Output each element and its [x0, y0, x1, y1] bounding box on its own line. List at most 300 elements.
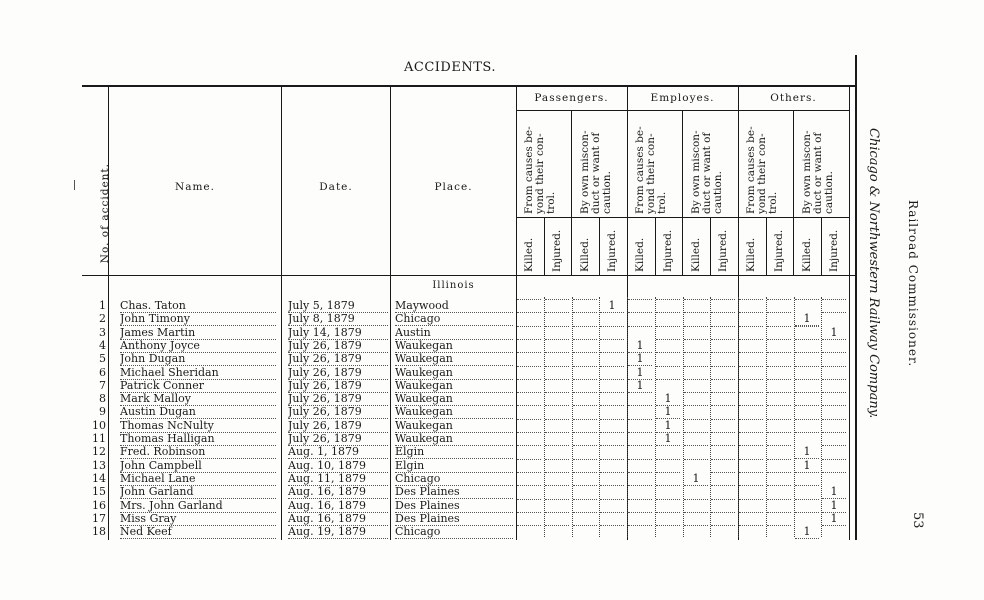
count-cell [795, 472, 819, 473]
count-cell [545, 485, 569, 486]
table-row [82, 326, 856, 339]
page-number: 53 [910, 512, 925, 529]
count-cell [684, 525, 708, 526]
count-cell [545, 392, 569, 393]
count-cell [767, 312, 791, 313]
count-cell [573, 499, 597, 500]
count-cell [517, 379, 541, 380]
count-cell [684, 485, 708, 486]
header-name: Name. [175, 181, 215, 193]
count-cell [739, 366, 763, 367]
table-row [82, 445, 856, 458]
count-cell [600, 326, 624, 327]
accident-date: Aug. 19, 1879 [288, 525, 388, 539]
victim-name: Anthony Joyce [120, 339, 276, 353]
table-row [82, 419, 856, 432]
count-cell: 1 [822, 326, 846, 340]
count-cell [656, 512, 680, 513]
count-cell [573, 459, 597, 460]
count-cell [545, 339, 569, 340]
accident-number: 5 [99, 352, 106, 366]
header-injured-2-1: Injured. [772, 229, 785, 272]
group-mid-rule [682, 110, 683, 275]
count-cell [628, 312, 652, 313]
accident-number: 3 [99, 325, 106, 339]
table-row [82, 312, 856, 325]
count-cell [739, 459, 763, 460]
header-injured-1-1: Injured. [661, 229, 674, 272]
accident-number: 15 [92, 485, 106, 499]
count-cell [822, 419, 846, 420]
accident-place: Waukegan [395, 366, 513, 380]
count-cell [517, 366, 541, 367]
count-cell [545, 472, 569, 473]
victim-name: Ned Keef [120, 525, 276, 539]
accident-number: 12 [92, 445, 106, 459]
accident-number: 13 [92, 458, 106, 472]
group-mid-rule [571, 110, 572, 275]
count-cell [573, 419, 597, 420]
count-cell [517, 419, 541, 420]
count-cell [628, 405, 652, 406]
count-cell [545, 379, 569, 380]
table-row [82, 366, 856, 379]
victim-name: Austin Dugan [120, 405, 276, 419]
count-cell [517, 299, 541, 300]
table-row [82, 525, 856, 538]
killed-injured-rule [766, 217, 767, 275]
count-cell [684, 352, 708, 353]
count-cell: 1 [656, 392, 680, 406]
count-cell [600, 445, 624, 446]
count-cell [795, 326, 819, 327]
count-cell [684, 379, 708, 380]
count-cell [656, 445, 680, 446]
accident-number: 1 [99, 299, 106, 312]
count-cell [628, 485, 652, 486]
header-cause-beyond-0: From causes be- yond their con- trol. [523, 126, 557, 214]
count-cell: 1 [822, 485, 846, 499]
count-cell [711, 339, 735, 340]
header-killed-0-0: Killed. [523, 237, 535, 272]
accident-date: July 5, 1879 [288, 299, 388, 313]
count-cell [684, 459, 708, 460]
count-cell [545, 352, 569, 353]
count-cell: 1 [628, 352, 652, 366]
accident-number: 8 [99, 392, 106, 406]
header-cause-own-1: By own miscon- duct or want of caution. [690, 130, 724, 214]
count-cell [795, 392, 819, 393]
count-cell [545, 299, 569, 300]
count-cell: 1 [795, 445, 819, 459]
count-cell [600, 472, 624, 473]
accident-number: 6 [99, 365, 106, 379]
count-cell [573, 299, 597, 300]
count-cell [573, 392, 597, 393]
count-cell [767, 379, 791, 380]
accident-date: Aug. 16, 1879 [288, 512, 388, 526]
header-cause-beyond-2: From causes be- yond their con- trol. [745, 126, 779, 214]
header-injured-0-1: Injured. [550, 229, 563, 272]
table-row [82, 485, 856, 498]
count-cell [767, 512, 791, 513]
count-cell: 1 [795, 312, 819, 326]
accident-date: July 26, 1879 [288, 366, 388, 380]
count-cell [573, 525, 597, 526]
count-cell [545, 326, 569, 327]
header-cause-own-0: By own miscon- duct or want of caution. [579, 130, 613, 214]
table-top-rule [82, 85, 856, 87]
count-cell [517, 352, 541, 353]
count-cell [656, 299, 680, 300]
count-cell [517, 445, 541, 446]
accident-place: Waukegan [395, 339, 513, 353]
count-cell [600, 339, 624, 340]
victim-name: John Timony [120, 312, 276, 326]
count-cell [767, 405, 791, 406]
accident-number: 10 [92, 418, 106, 432]
table-row [82, 392, 856, 405]
count-cell [517, 432, 541, 433]
count-cell [822, 525, 846, 526]
count-cell: 1 [795, 525, 819, 539]
killed-injured-rule [821, 217, 822, 275]
count-cell [517, 392, 541, 393]
table-row [82, 352, 856, 365]
table-row [82, 379, 856, 392]
margin-mark [74, 180, 77, 190]
accident-place: Chicago [395, 312, 513, 326]
count-cell [573, 366, 597, 367]
accident-number: 16 [92, 498, 106, 512]
count-cell [628, 459, 652, 460]
accident-date: Aug. 1, 1879 [288, 445, 388, 459]
count-cell [767, 485, 791, 486]
count-cell [822, 445, 846, 446]
count-cell [517, 512, 541, 513]
count-cell [711, 459, 735, 460]
page-title: ACCIDENTS. [404, 60, 496, 75]
count-cell [739, 472, 763, 473]
accident-date: July 26, 1879 [288, 419, 388, 433]
count-cell [573, 339, 597, 340]
count-cell [573, 379, 597, 380]
accident-number: 17 [92, 511, 106, 525]
count-cell [739, 326, 763, 327]
header-cause-beyond-1: From causes be- yond their con- trol. [634, 126, 668, 214]
count-cell [628, 525, 652, 526]
count-cell [600, 525, 624, 526]
table-row [82, 472, 856, 485]
count-cell [795, 499, 819, 500]
accident-place: Maywood [395, 299, 513, 313]
accident-date: July 26, 1879 [288, 405, 388, 419]
table-row [82, 405, 856, 418]
header-injured-0-3: Injured. [606, 229, 619, 272]
count-cell [684, 312, 708, 313]
count-cell [517, 499, 541, 500]
count-cell [600, 485, 624, 486]
group-employes: Employes. [650, 92, 715, 104]
accident-date: July 26, 1879 [288, 339, 388, 353]
count-cell [795, 512, 819, 513]
accident-number: 7 [99, 378, 106, 392]
accident-place: Austin [395, 326, 513, 340]
count-cell [711, 392, 735, 393]
count-cell [517, 405, 541, 406]
count-cell [684, 299, 708, 300]
table-row [82, 339, 856, 352]
count-cell [739, 419, 763, 420]
table-row [82, 432, 856, 445]
accident-date: July 26, 1879 [288, 392, 388, 406]
group-others: Others. [770, 92, 817, 104]
count-cell [767, 392, 791, 393]
count-cell: 1 [628, 366, 652, 380]
count-cell [573, 352, 597, 353]
accident-place: Des Plaines [395, 499, 513, 513]
count-cell [739, 432, 763, 433]
count-cell [573, 312, 597, 313]
accident-place: Des Plaines [395, 512, 513, 526]
accident-date: July 26, 1879 [288, 379, 388, 393]
victim-name: John Dugan [120, 352, 276, 366]
count-cell: 1 [822, 499, 846, 513]
count-cell [822, 339, 846, 340]
table-row [82, 299, 856, 312]
report-title: Railroad Commissioner. [906, 200, 920, 368]
count-cell [600, 405, 624, 406]
count-cell [628, 432, 652, 433]
header-killed-2-0: Killed. [745, 237, 757, 272]
count-cell [656, 525, 680, 526]
count-cell [517, 525, 541, 526]
count-cell [656, 352, 680, 353]
count-cell [545, 405, 569, 406]
count-cell [628, 499, 652, 500]
count-cell [573, 512, 597, 513]
count-cell [795, 366, 819, 367]
accident-place: Waukegan [395, 419, 513, 433]
count-cell [767, 299, 791, 300]
accident-place: Waukegan [395, 352, 513, 366]
count-cell [656, 326, 680, 327]
count-cell [767, 352, 791, 353]
count-cell [767, 339, 791, 340]
count-cell [711, 512, 735, 513]
count-cell: 1 [822, 512, 846, 526]
count-cell [795, 432, 819, 433]
count-cell [684, 499, 708, 500]
count-cell [795, 339, 819, 340]
header-injured-1-3: Injured. [717, 229, 730, 272]
count-cell [739, 392, 763, 393]
count-cell [795, 405, 819, 406]
accident-place: Waukegan [395, 405, 513, 419]
accident-number: 11 [92, 432, 106, 445]
victim-name: Mrs. John Garland [120, 499, 276, 513]
count-cell [822, 352, 846, 353]
header-cause-own-2: By own miscon- duct or want of caution. [801, 130, 835, 214]
count-cell [600, 499, 624, 500]
count-cell: 1 [628, 339, 652, 353]
accident-number: 2 [99, 312, 106, 326]
header-no-label: No. of accident. [99, 163, 111, 264]
count-cell [684, 392, 708, 393]
count-cell [656, 312, 680, 313]
accident-number: 14 [92, 471, 106, 485]
header-bottom-rule [82, 275, 856, 276]
count-cell [767, 419, 791, 420]
accident-date: July 14, 1879 [288, 326, 388, 340]
count-cell [711, 379, 735, 380]
header-killed-1-0: Killed. [634, 237, 646, 272]
accident-place: Waukegan [395, 392, 513, 406]
count-cell [822, 312, 846, 313]
count-cell [656, 366, 680, 367]
count-cell [822, 405, 846, 406]
count-cell [739, 485, 763, 486]
count-cell [739, 352, 763, 353]
count-cell [795, 485, 819, 486]
count-cell [795, 299, 819, 300]
count-cell [795, 419, 819, 420]
victim-name: Michael Lane [120, 472, 276, 486]
accident-place: Chicago [395, 472, 513, 486]
count-cell [573, 432, 597, 433]
count-cell [600, 459, 624, 460]
count-cell [767, 472, 791, 473]
count-cell [656, 472, 680, 473]
count-cell: 1 [656, 405, 680, 419]
count-cell [795, 379, 819, 380]
table-row [82, 512, 856, 525]
count-cell [517, 326, 541, 327]
accidents-table [82, 85, 856, 540]
victim-name: Miss Gray [120, 512, 276, 526]
accident-date: July 26, 1879 [288, 432, 388, 446]
count-cell [767, 499, 791, 500]
count-cell [767, 445, 791, 446]
accident-place: Chicago [395, 525, 513, 539]
count-cell [739, 499, 763, 500]
accident-date: Aug. 11, 1879 [288, 472, 388, 486]
count-cell [767, 432, 791, 433]
accident-number: 4 [99, 338, 106, 352]
count-cell [711, 312, 735, 313]
count-cell [739, 339, 763, 340]
header-killed-2-2: Killed. [800, 237, 813, 272]
count-cell [711, 352, 735, 353]
count-cell [628, 419, 652, 420]
accident-number: 9 [99, 405, 106, 419]
count-cell [600, 512, 624, 513]
killed-injured-rule [599, 217, 600, 275]
header-killed-1-2: Killed. [689, 237, 702, 272]
count-cell [628, 392, 652, 393]
count-cell [573, 472, 597, 473]
victim-name: Thomas NcNulty [120, 419, 276, 433]
count-cell [739, 299, 763, 300]
victim-name: Thomas Halligan [120, 432, 276, 446]
count-cell [822, 472, 846, 473]
count-cell [684, 445, 708, 446]
accident-date: July 26, 1879 [288, 352, 388, 366]
count-cell [684, 339, 708, 340]
victim-name: John Garland [120, 485, 276, 499]
killed-injured-rule [710, 217, 711, 275]
count-cell [656, 459, 680, 460]
count-cell [711, 445, 735, 446]
count-cell [545, 525, 569, 526]
victim-name: Fred. Robinson [120, 445, 276, 459]
count-cell [684, 405, 708, 406]
count-cell [628, 326, 652, 327]
accident-date: Aug. 10, 1879 [288, 459, 388, 473]
count-cell [656, 485, 680, 486]
count-cell [822, 392, 846, 393]
count-cell [545, 432, 569, 433]
count-cell [684, 432, 708, 433]
count-cell [822, 299, 846, 300]
count-cell: 1 [628, 379, 652, 393]
count-cell [711, 405, 735, 406]
count-cell [822, 379, 846, 380]
victim-name: John Campbell [120, 459, 276, 473]
count-cell [545, 419, 569, 420]
count-cell: 1 [656, 419, 680, 433]
count-cell [545, 512, 569, 513]
accident-place: Des Plaines [395, 485, 513, 499]
victim-name: Patrick Conner [120, 379, 276, 393]
count-cell [656, 339, 680, 340]
count-cell [684, 366, 708, 367]
count-cell [545, 312, 569, 313]
count-cell [517, 485, 541, 486]
header-injured-2-3: Injured. [828, 229, 841, 272]
count-cell [517, 312, 541, 313]
header-killed-0-2: Killed. [578, 237, 591, 272]
count-cell [684, 326, 708, 327]
victim-name: Mark Malloy [120, 392, 276, 406]
count-cell [711, 419, 735, 420]
table-row [82, 499, 856, 512]
count-cell: 1 [684, 472, 708, 486]
count-cell [628, 445, 652, 446]
victim-name: Chas. Taton [120, 299, 276, 313]
accident-date: Aug. 16, 1879 [288, 499, 388, 513]
accident-place: Elgin [395, 459, 513, 473]
header-date: Date. [319, 181, 353, 193]
count-cell [739, 445, 763, 446]
count-cell [711, 499, 735, 500]
company-name: Chicago & Northwestern Railway Company. [866, 128, 881, 419]
count-cell [711, 485, 735, 486]
count-cell [822, 432, 846, 433]
group-passengers: Passengers. [534, 92, 609, 104]
accident-place: Waukegan [395, 432, 513, 446]
table-row [82, 459, 856, 472]
victim-name: Michael Sheridan [120, 366, 276, 380]
state-heading: Illinois [432, 280, 475, 291]
count-cell [600, 419, 624, 420]
count-cell [739, 405, 763, 406]
count-cell [739, 379, 763, 380]
count-cell [517, 472, 541, 473]
count-cell [573, 485, 597, 486]
count-cell [545, 499, 569, 500]
count-cell [600, 312, 624, 313]
